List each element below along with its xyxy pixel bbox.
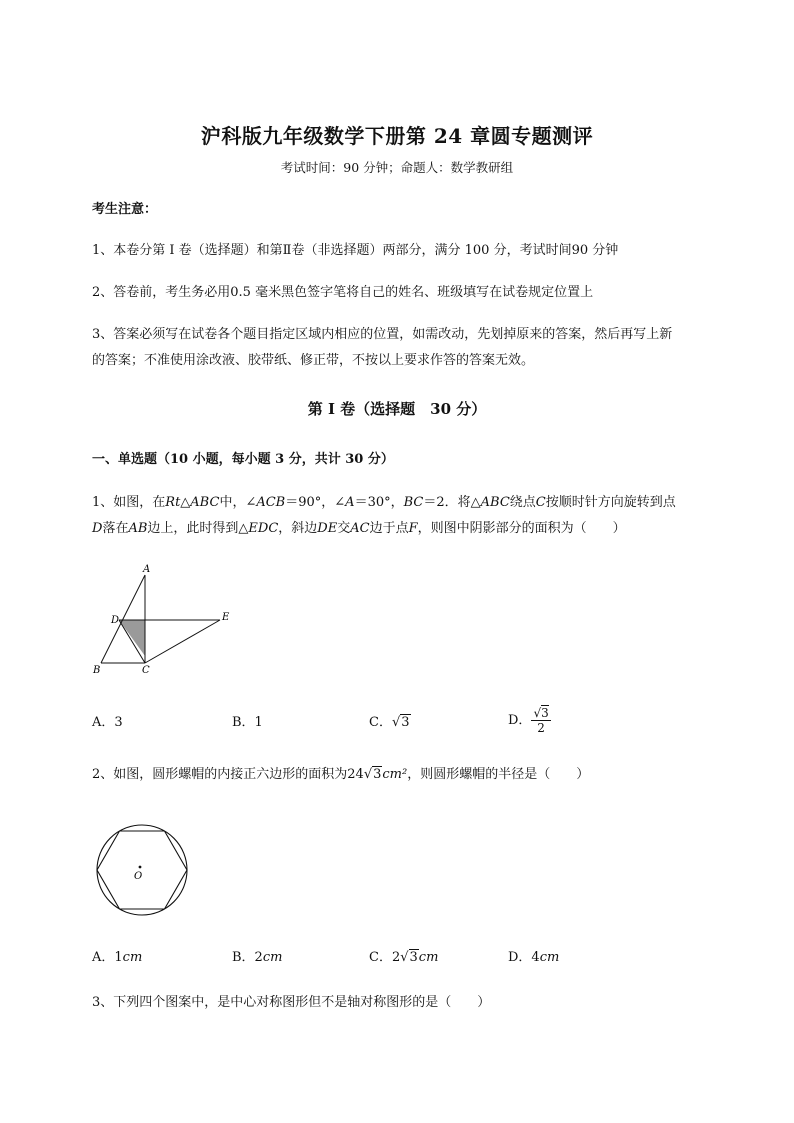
radicand: 3 (401, 715, 410, 730)
option-c-label: C．2 (369, 950, 401, 965)
notice-item-1: 1、本卷分第 I 卷（选择题）和第Ⅱ卷（非选择题）两部分，满分 100 分，考试时间90 分钟 (92, 243, 619, 258)
option-a[interactable]: A．3 (92, 715, 123, 730)
q1-text: 落在 (102, 521, 129, 536)
unit: cm (122, 950, 143, 965)
question-1-line-1 (92, 490, 676, 516)
q1-a: A (345, 495, 355, 510)
notice-item-3-cont: 的答案；不准使用涂改液、胶带纸、修正带，不按以上要求作答的答案无效。 (92, 353, 535, 368)
section-title: 第 I 卷（选择题 30 分） (307, 400, 487, 418)
label-o: O (134, 871, 143, 882)
center-point (139, 866, 142, 869)
q1-text: ＝2．将△ (423, 495, 481, 510)
q2-unit: cm² (382, 767, 408, 782)
q1-ab: AB (128, 521, 148, 536)
inscribed-hexagon (97, 831, 187, 909)
option-c[interactable] (369, 946, 438, 965)
question-3-text: 3、下列四个图案中，是中心对称图形但不是轴对称图形的是（ ） (92, 995, 491, 1010)
q1-abc: ABC (190, 495, 220, 510)
q1-text: 边于点 (369, 521, 409, 536)
q1-rt: Rt (165, 495, 181, 510)
exam-info: 考试时间：90 分钟；命题人：数学教研组 (280, 160, 514, 175)
part-title: 一、单选题（10 小题，每小题 3 分，共计 30 分） (92, 452, 394, 467)
label-b: B (93, 665, 101, 676)
option-c[interactable] (369, 711, 411, 730)
q1-triangle-symbol: △ (180, 495, 191, 510)
q1-text: 交 (337, 521, 351, 536)
triangle-rotation-figure (88, 562, 238, 678)
page-title: 沪科版九年级数学下册第 24 章圆专题测评 (200, 124, 594, 148)
radicand: 3 (409, 950, 418, 965)
notice-item-2: 2、答卷前，考生务必用0.5 毫米黑色签字笔将自己的姓名、班级填写在试卷规定位置上 (92, 285, 594, 300)
option-a-label: A．1 (92, 950, 123, 965)
q1-text: ，斜边 (278, 521, 318, 536)
sqrt-symbol: √3 (391, 715, 410, 730)
q2-text: 2、如图，圆形螺帽的内接正六边形的面积为24 (92, 767, 364, 782)
shaded-region (119, 620, 145, 656)
option-c-label: C． (369, 715, 392, 730)
q1-edc: EDC (248, 521, 279, 536)
question-1-options (92, 706, 712, 746)
option-d[interactable] (508, 946, 559, 965)
q1-text: 边上，此时得到△ (147, 521, 249, 536)
q1-text: ，则图中阴影部分的面积为（ ） (417, 521, 626, 536)
outer-circle (97, 825, 187, 915)
label-e: E (222, 612, 230, 623)
option-d-label: D． (508, 713, 532, 728)
q1-acb: ACB (256, 495, 286, 510)
q2-text: ，则圆形螺帽的半径是（ ） (407, 767, 590, 782)
question-1-line-2 (92, 516, 626, 542)
notice-heading: 考生注意： (92, 202, 158, 217)
q1-f: F (408, 521, 418, 536)
radicand: 3 (373, 767, 382, 782)
sqrt-symbol: √3 (363, 767, 382, 782)
q1-text: 按顺时针方向旋转到点 (545, 495, 676, 510)
label-c: C (142, 665, 150, 676)
label-a: A (143, 564, 151, 575)
notice-item-3: 3、答案必须写在试卷各个题目指定区域内相应的位置，如需改动，先划掉原来的答案，然后再写上新 (92, 327, 673, 342)
hexagon-nut-figure (94, 822, 190, 918)
sqrt-symbol: √3 (400, 950, 418, 965)
q1-text: ＝30°， (354, 495, 404, 510)
question-2-options (92, 946, 712, 970)
segment-ab (101, 575, 145, 663)
unit: cm (262, 950, 283, 965)
radicand: 3 (541, 706, 549, 720)
q1-ac: AC (350, 521, 370, 536)
q1-text: ＝90°，∠ (285, 495, 346, 510)
q1-d: D (92, 521, 103, 536)
q1-c: C (535, 495, 546, 510)
q1-abc: ABC (480, 495, 510, 510)
q1-text: 中，∠ (219, 495, 257, 510)
option-d[interactable] (508, 706, 551, 735)
option-a[interactable] (92, 946, 142, 965)
option-b-label: B．2 (232, 950, 263, 965)
q1-bc: BC (403, 495, 424, 510)
question-2-text (92, 762, 589, 788)
unit: cm (539, 950, 560, 965)
numerator: √3 (533, 706, 549, 720)
q1-text: 绕点 (509, 495, 536, 510)
option-b[interactable] (232, 946, 282, 965)
segment-ce (145, 620, 220, 663)
option-d-label: D．4 (508, 950, 540, 965)
q1-de: DE (317, 521, 338, 536)
option-b[interactable]: B．1 (232, 715, 263, 730)
q1-text: 1、如图，在 (92, 495, 166, 510)
label-d: D (111, 615, 120, 626)
unit: cm (418, 950, 439, 965)
fraction (531, 706, 550, 735)
denominator: 2 (537, 721, 545, 735)
